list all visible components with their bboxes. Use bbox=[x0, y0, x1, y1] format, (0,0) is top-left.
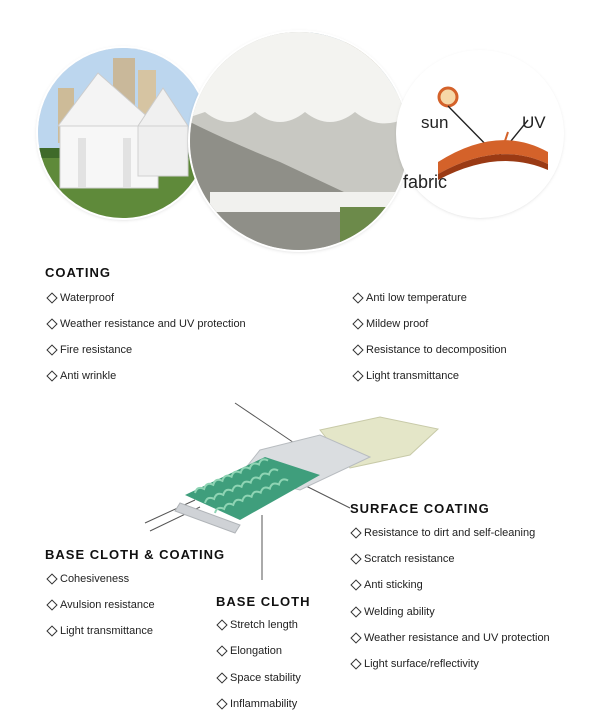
base-cloth-item bbox=[216, 619, 298, 631]
base-cloth-item bbox=[216, 698, 297, 710]
diamond-bullet-icon bbox=[46, 625, 57, 636]
surface-coating-item bbox=[350, 632, 550, 644]
diamond-bullet-icon bbox=[46, 599, 57, 610]
diamond-bullet-icon bbox=[46, 318, 57, 329]
base-cloth-coating-item bbox=[46, 573, 129, 585]
base-cloth-item-label: Elongation bbox=[230, 645, 282, 657]
surface-coating-item-label: Light surface/reflectivity bbox=[364, 658, 479, 670]
tent-photo-circle bbox=[38, 48, 208, 218]
base-cloth-coating-item bbox=[46, 625, 153, 637]
coating-item-label: Mildew proof bbox=[366, 318, 429, 330]
surface-coating-item bbox=[350, 658, 479, 670]
base-cloth-title: BASE CLOTH bbox=[216, 594, 311, 609]
base-cloth-coating-item-label: Cohesiveness bbox=[60, 573, 130, 585]
surface-coating-item bbox=[350, 579, 423, 591]
coating-item-label: Weather resistance and UV protection bbox=[60, 318, 246, 330]
diamond-bullet-icon bbox=[216, 672, 227, 683]
coating-right-item bbox=[352, 292, 467, 304]
base-cloth-coating-item bbox=[46, 599, 155, 611]
coating-title: COATING bbox=[45, 265, 111, 280]
coating-left-item bbox=[46, 292, 114, 304]
surface-coating-item bbox=[350, 553, 454, 565]
surface-coating-title: SURFACE COATING bbox=[350, 501, 490, 516]
diamond-bullet-icon bbox=[350, 527, 361, 538]
coating-left-item bbox=[46, 344, 132, 356]
tent-photo bbox=[38, 48, 208, 218]
diamond-bullet-icon bbox=[350, 579, 361, 590]
diamond-bullet-icon bbox=[46, 573, 57, 584]
coating-item-label: Anti wrinkle bbox=[60, 370, 117, 382]
surface-coating-item bbox=[350, 527, 535, 539]
base-cloth-coating-title: BASE CLOTH & COATING bbox=[45, 547, 226, 562]
diamond-bullet-icon bbox=[352, 370, 363, 381]
coating-item-label: Fire resistance bbox=[60, 344, 133, 356]
coating-right-item bbox=[352, 344, 507, 356]
diamond-bullet-icon bbox=[350, 553, 361, 564]
base-cloth-item bbox=[216, 672, 301, 684]
uv-fabric-label: fabric bbox=[403, 172, 448, 192]
surface-coating-item-label: Scratch resistance bbox=[364, 553, 455, 565]
coating-item-label: Resistance to decomposition bbox=[366, 344, 507, 356]
surface-coating-item-label: Anti sticking bbox=[364, 579, 423, 591]
diamond-bullet-icon bbox=[46, 292, 57, 303]
coating-item-label: Light transmittance bbox=[366, 370, 459, 382]
diamond-bullet-icon bbox=[216, 619, 227, 630]
coating-right-item bbox=[352, 318, 428, 330]
base-cloth-item-label: Inflammability bbox=[230, 698, 298, 710]
fabric-layers-diagram bbox=[140, 395, 450, 595]
diamond-bullet-icon bbox=[352, 292, 363, 303]
surface-coating-item-label: Resistance to dirt and self-cleaning bbox=[364, 527, 536, 539]
base-cloth-coating-item-label: Light transmittance bbox=[60, 625, 153, 637]
base-cloth-coating-item-label: Avulsion resistance bbox=[60, 599, 155, 611]
surface-coating-item-label: Welding ability bbox=[364, 606, 435, 618]
diamond-bullet-icon bbox=[350, 632, 361, 643]
coating-right-item bbox=[352, 370, 459, 382]
surface-coating-item-label: Weather resistance and UV protection bbox=[364, 632, 550, 644]
diamond-bullet-icon bbox=[352, 344, 363, 355]
roof-edge-photo bbox=[190, 32, 408, 250]
diamond-bullet-icon bbox=[352, 318, 363, 329]
uv-sun-label: sun bbox=[421, 113, 449, 132]
coating-left-item bbox=[46, 370, 116, 382]
diamond-bullet-icon bbox=[350, 658, 361, 669]
coating-item-label: Waterproof bbox=[60, 292, 115, 304]
base-cloth-item-label: Space stability bbox=[230, 672, 301, 684]
diamond-bullet-icon bbox=[216, 698, 227, 709]
base-cloth-item bbox=[216, 645, 282, 657]
roof-edge-photo-circle bbox=[190, 32, 408, 250]
base-cloth-item-label: Stretch length bbox=[230, 619, 298, 631]
diamond-bullet-icon bbox=[46, 344, 57, 355]
coating-item-label: Anti low temperature bbox=[366, 292, 467, 304]
surface-coating-item bbox=[350, 606, 435, 618]
diamond-bullet-icon bbox=[216, 645, 227, 656]
diamond-bullet-icon bbox=[350, 606, 361, 617]
diamond-bullet-icon bbox=[46, 370, 57, 381]
coating-left-item bbox=[46, 318, 246, 330]
uv-uv-label: UV bbox=[522, 113, 546, 132]
